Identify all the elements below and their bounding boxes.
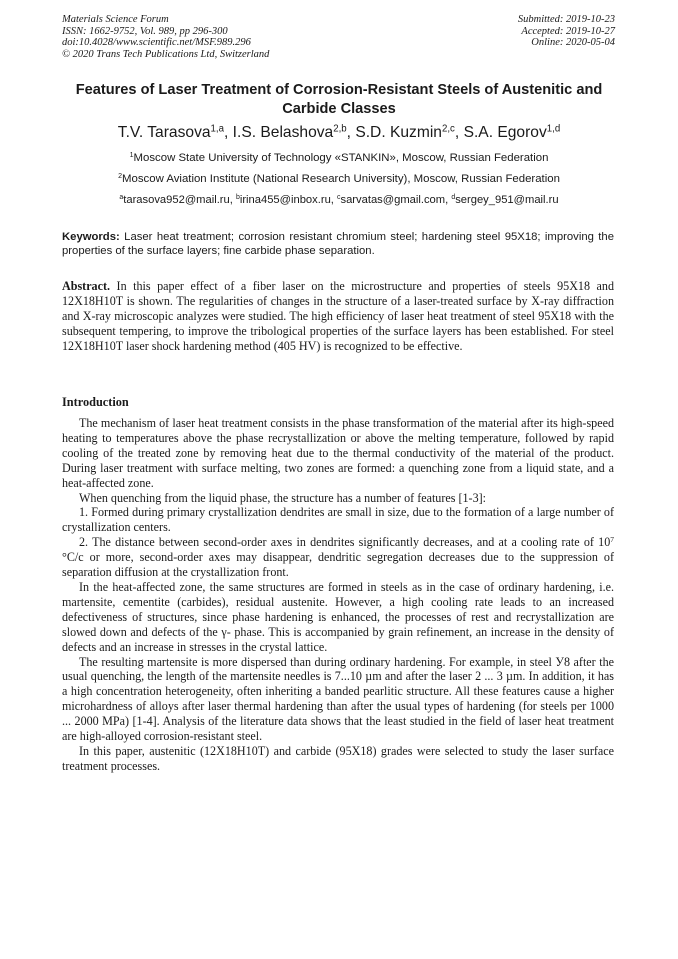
paragraph: In the heat-affected zone, the same structures are formed in steels as in the case of ordinary hardening, i.e. martensite, cementite (carbides), residual austenite. However, a high cooling rate leads to an increased defectiveness of structures, since phase hardening is enhanced, the processes of rest and recrystallization are slowed down and defects of the γ- phase. This is accompanied by grain refinement, an increase in the density of defects and an increase in stresses in the crystal lattice. <box>62 579 614 654</box>
journal-name: Materials Science Forum <box>62 14 169 25</box>
online-date: Online: 2020-05-04 <box>531 37 615 49</box>
keywords-label: Keywords: <box>62 231 120 243</box>
exponent: 7 <box>610 535 614 545</box>
journal-info <box>62 14 269 60</box>
author-name: S.A. Egorov <box>463 124 547 141</box>
journal-issn: ISSN: 1662-9752, Vol. 989, pp 296-300 <box>62 25 228 37</box>
publication-dates <box>518 14 615 49</box>
affiliation-2 <box>40 172 638 186</box>
author-name: S.D. Kuzmin <box>355 124 442 141</box>
email-mark: a <box>119 194 124 202</box>
accepted-date: Accepted: 2019-10-27 <box>521 25 615 37</box>
email-mark: d <box>451 194 456 202</box>
email-mark: c <box>337 194 341 202</box>
paragraph: The resulting martensite is more dispersed than during ordinary hardening. For example, in steel У8 after the usual quenching, the length of the martensite needles is 7...10 µm and after the laser 2 ... 3 µm. In addition, it has a high concentration heterogeneity, often inheriting a banded pearlitic structure. All these features cause a higher microhardness of alloys after laser thermal hardening than after the usual types of hardening (for steels per 1000 ... 2000 MPa) [1-4]. Analysis of the literature data shows that the least studied in the field of laser heat treatment are high-alloyed corrosion-resistant steel. <box>62 654 614 744</box>
paragraph <box>62 535 614 580</box>
email: sergey_951@mail.ru <box>455 194 559 206</box>
affiliation-mark: 2 <box>118 173 123 181</box>
author-affiliation-mark: 2,b <box>333 123 347 135</box>
keywords-text: Laser heat treatment; corrosion resistant chromium steel; hardening steel 95X18; improving the properties of the surface layers; fine carbide phase separation. <box>62 231 614 258</box>
email: irina455@inbox.ru <box>239 194 331 206</box>
author-affiliation-mark: 1,a <box>210 123 224 135</box>
paragraph: 1. Formed during primary crystallization dendrites are small in size, due to the formation of a large number of crystallization centers. <box>62 505 614 535</box>
author-name: I.S. Belashova <box>232 124 334 141</box>
paragraph-text: °C/c or more, second-order axes may disappear, dendritic segregation decreases due to the suppression of separation diffusion at the crystallization front. <box>62 550 614 580</box>
affiliation-mark: 1 <box>129 152 134 160</box>
abstract-text: In this paper effect of a fiber laser on the microstructure and properties of steels 95X18 and 12X18H10T is shown. The regularities of changes in the structure of a laser-treated surface by X-ray diffraction and X-ray microscopic analyzes were studied. The high efficiency of laser heat treatment of steel 95X18 with the subsequent tempering, to improve the tribological properties of the surface layers has been established. For steel 12X18H10T laser shock hardening method (405 HV) is recognized to be effective. <box>62 279 614 353</box>
paragraph: In this paper, austenitic (12X18H10T) and carbide (95X18) grades were selected to study the laser surface treatment processes. <box>62 743 614 773</box>
introduction-body <box>62 416 614 774</box>
email: sarvatas@gmail.com <box>340 194 446 206</box>
paper-title: Features of Laser Treatment of Corrosion-Resistant Steels of Austenitic and Carbide Classes <box>75 82 603 117</box>
section-heading-introduction: Introduction <box>62 395 129 409</box>
email: tarasova952@mail.ru <box>123 194 230 206</box>
affiliation-text: Moscow Aviation Institute (National Research University), Moscow, Russian Federation <box>122 173 560 185</box>
abstract <box>62 279 614 354</box>
abstract-label: Abstract. <box>62 279 111 293</box>
author-affiliation-mark: 1,d <box>546 123 561 135</box>
email-list: $^a$tarasova952@mail.ru, $^b$irina455@inbox.ru, $^c$sarvatas@gmail.com, $^d$sergey_951@mail.ru <box>119 194 559 206</box>
journal-copyright: © 2020 Trans Tech Publications Ltd, Switzerland <box>62 48 270 60</box>
paragraph: The mechanism of laser heat treatment consists in the phase transformation of the material after its high-speed heating to temperatures above the phase recrystallization or above the melting temperature, followed by rapid cooling of the treated zone by removing heat due to the thermal conductivity of the material of the product. During laser treatment with surface melting, two zones are formed: a quenching zone from a liquid state, and a heat-affected zone. <box>62 416 614 490</box>
paragraph: When quenching from the liquid phase, the structure has a number of features [1-3]: <box>79 490 487 505</box>
paragraph-text: 2. The distance between second-order axes in dendrites significantly decreases, and at a cooling rate of 10 <box>79 535 611 550</box>
author-affiliation-mark: 2,c <box>442 123 455 135</box>
affiliation-1 <box>40 151 638 165</box>
author-list: T.V. Tarasova$^{1,a}$, I.S. Belashova$^{2,b}$, S.D. Kuzmin$^{2,c}$, S.A. Egorov$^{1,d}$ <box>117 123 561 141</box>
submitted-date: Submitted: 2019-10-23 <box>517 14 615 25</box>
affiliation-text: Moscow State University of Technology «STANKIN», Moscow, Russian Federation <box>133 152 549 164</box>
keywords <box>62 230 614 259</box>
email-mark: b <box>235 194 240 202</box>
author-name: T.V. Tarasova <box>117 124 211 141</box>
journal-doi: doi:10.4028/www.scientific.net/MSF.989.296 <box>62 37 251 49</box>
